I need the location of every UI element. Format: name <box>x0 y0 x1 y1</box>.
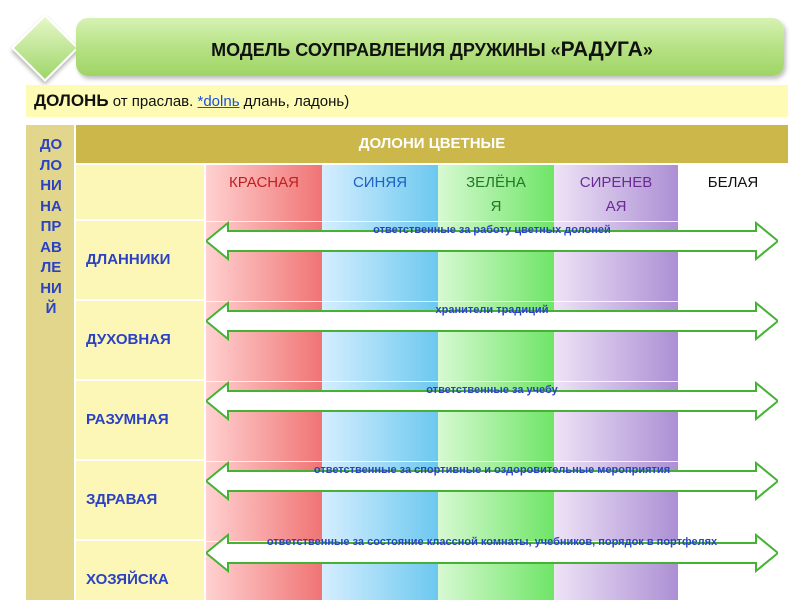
etymology-link[interactable]: *dolnь <box>197 93 240 110</box>
table-header: ДОЛОНИ ЦВЕТНЫЕ <box>76 125 788 165</box>
double-arrow <box>206 461 778 501</box>
column-header-green: ЗЕЛЁНА Я <box>466 174 526 215</box>
arrow-label: ответственные за работу цветных долоней <box>373 224 611 236</box>
double-arrow <box>206 301 778 341</box>
diamond-bullet-icon <box>11 14 79 82</box>
double-arrow <box>206 221 778 261</box>
row-label: РАЗУМНАЯ <box>76 381 206 461</box>
page-title: МОДЕЛЬ СОУПРАВЛЕНИЯ ДРУЖИНЫ «РАДУГА» <box>211 38 653 61</box>
column-header-white: БЕЛАЯ <box>707 174 759 191</box>
left-column <box>26 125 76 600</box>
definition-word: ДОЛОНЬ <box>34 91 109 110</box>
model-table <box>26 125 788 600</box>
row-label: ДЛАННИКИ <box>76 221 206 301</box>
arrow-label: ответственные за спортивные и оздоровительные мероприятия <box>313 464 671 476</box>
double-arrow <box>206 533 778 573</box>
row-label: ЗДРАВАЯ <box>76 461 206 541</box>
column-header-red: КРАСНАЯ <box>229 174 299 191</box>
definition-text: ДОЛОНЬ от праслав. *dolnь длань, ладонь) <box>34 91 350 110</box>
arrow-label: ответственные за состояние классной комнаты, учебников, порядок в портфелях <box>266 536 718 548</box>
column-header-purple: СИРЕНЕВ АЯ <box>579 174 653 215</box>
arrow-label: ответственные за учебу <box>426 384 558 396</box>
column-header-blue: СИНЯЯ <box>352 174 408 191</box>
row-label: ХОЗЯЙСКА <box>76 541 206 600</box>
double-arrow <box>206 381 778 421</box>
row-label: ДУХОВНАЯ <box>76 301 206 381</box>
arrow-label: хранители традиций <box>435 304 549 316</box>
left-column-label: ДО ЛО НИ НА ПР АВ ЛЕ НИ Й <box>39 136 63 317</box>
definition-bar <box>26 85 788 117</box>
header-blank-cell <box>76 165 206 221</box>
